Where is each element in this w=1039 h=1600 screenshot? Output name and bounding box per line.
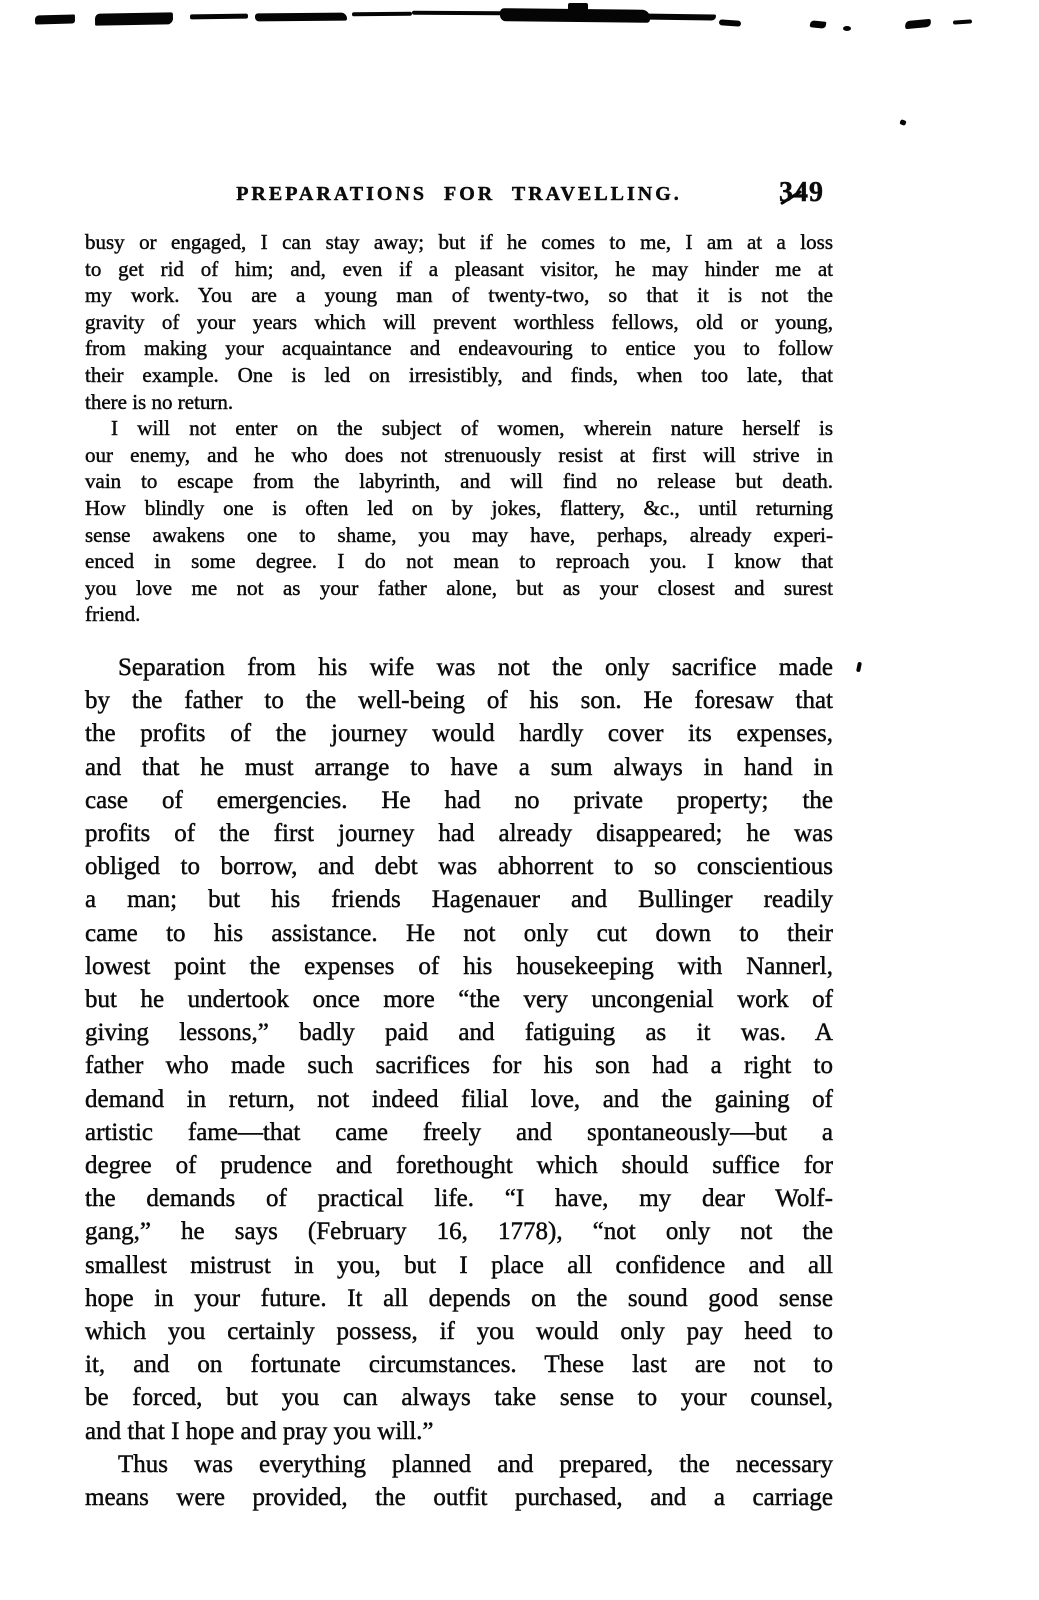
ink-smudge-artifact xyxy=(810,20,827,29)
text-line: gang,” he says (February 16, 1778), “not only not the xyxy=(85,1218,833,1246)
text-line: gravity of your years which will prevent worthless fellows, old or young, xyxy=(85,309,833,334)
text-line: my work. You are a young man of twenty-two, so that it is not the xyxy=(85,283,833,308)
text-line: our enemy, and he who does not strenuously resist at first will strive in xyxy=(85,442,833,467)
text-line: by the father to the well-being of his son. He foresaw that xyxy=(85,687,833,715)
text-line: the demands of practical life. “I have, my dear Wolf- xyxy=(85,1185,833,1213)
text-line: Thus was everything planned and prepared, the necessary xyxy=(118,1450,833,1478)
ink-smudge-artifact xyxy=(953,19,972,24)
text-line: Separation from his wife was not the only sacrifice made xyxy=(118,654,833,681)
text-line: obliged to borrow, and debt was abhorrent to so conscientious xyxy=(85,853,833,881)
text-line: profits of the first journey had already disappeared; he was xyxy=(85,820,833,848)
text-line: and that I hope and pray you will.” xyxy=(85,1417,434,1445)
text-line: I will not enter on the subject of women, wherein nature herself is xyxy=(111,416,833,441)
ink-smudge-artifact xyxy=(843,26,851,31)
letter-excerpt-paragraph xyxy=(85,229,833,415)
running-title: PREPARATIONS FOR TRAVELLING. xyxy=(236,183,682,205)
letter-excerpt-paragraph xyxy=(85,415,833,628)
text-line: degree of prudence and forethought which should suffice for xyxy=(85,1152,833,1180)
ink-smudge-artifact xyxy=(568,3,588,17)
ink-smudge-artifact xyxy=(352,12,412,17)
text-line: smallest mistrust in you, but I place all confidence and all xyxy=(85,1251,833,1279)
ink-smudge-artifact xyxy=(190,14,248,20)
letter-excerpt-block xyxy=(85,229,833,628)
text-line: it, and on fortunate circumstances. These last are not to xyxy=(85,1351,833,1379)
text-line: to get rid of him; and, even if a pleasant visitor, he may hinder me at xyxy=(85,256,833,281)
text-line: a man; but his friends Hagenauer and Bullinger readily xyxy=(85,886,833,914)
text-line: enced in some degree. I do not mean to reproach you. I know that xyxy=(85,549,833,574)
text-line: their example. One is led on irresistibly, and finds, when too late, that xyxy=(85,362,833,387)
body-paragraph xyxy=(85,1448,833,1514)
ink-smudge-artifact xyxy=(719,19,741,27)
text-line: case of emergencies. He had no private property; the xyxy=(85,786,833,814)
body-text-block xyxy=(85,651,833,1514)
text-line: you love me not as your father alone, but as your closest and surest xyxy=(85,575,833,600)
text-line: lowest point the expenses of his housekeeping with Nannerl, xyxy=(85,952,833,980)
ink-smudge-artifact xyxy=(35,14,75,24)
ink-smudge-artifact xyxy=(95,12,173,25)
ink-speck-artifact xyxy=(899,119,906,126)
text-line: means were provided, the outfit purchased, and a carriage xyxy=(85,1484,833,1512)
text-line: hope in your future. It all depends on the sound good sense xyxy=(85,1284,833,1312)
page-number: 349 xyxy=(779,177,824,208)
text-line: which you certainly possess, if you would only pay heed to xyxy=(85,1318,833,1346)
text-line: friend. xyxy=(85,602,141,627)
text-line: vain to escape from the labyrinth, and will find no release but death. xyxy=(85,469,833,494)
ink-smudge-artifact xyxy=(905,19,932,29)
text-line: sense awakens one to shame, you may have, perhaps, already experi- xyxy=(85,522,833,547)
ink-smudge-artifact xyxy=(255,13,347,22)
text-line: be forced, but you can always take sense to your counsel, xyxy=(85,1384,833,1412)
text-line: demand in return, not indeed filial love, and the gaining of xyxy=(85,1085,833,1113)
body-paragraph xyxy=(85,651,833,1448)
text-line: and that he must arrange to have a sum always in hand in xyxy=(85,753,833,781)
text-line: the profits of the journey would hardly cover its expenses, xyxy=(85,720,833,748)
ink-smudge-artifact xyxy=(412,11,504,16)
text-line: from making your acquaintance and endeavouring to entice you to follow xyxy=(85,336,833,361)
ink-speck-artifact xyxy=(856,662,862,673)
text-line: busy or engaged, I can stay away; but if he comes to me, I am at a loss xyxy=(85,230,833,254)
text-line: giving lessons,” badly paid and fatiguing as it was. A xyxy=(85,1019,833,1047)
text-line: How blindly one is often led on by jokes, flattery, &c., until returning xyxy=(85,495,833,520)
ink-smudge-artifact xyxy=(640,13,716,20)
text-line: artistic fame—that came freely and spontaneously—but a xyxy=(85,1118,833,1146)
text-line: father who made such sacrifices for his son had a right to xyxy=(85,1052,833,1080)
text-line: but he undertook once more “the very uncongenial work of xyxy=(85,986,833,1014)
text-line: there is no return. xyxy=(85,389,234,414)
text-line: came to his assistance. He not only cut down to their xyxy=(85,919,833,947)
